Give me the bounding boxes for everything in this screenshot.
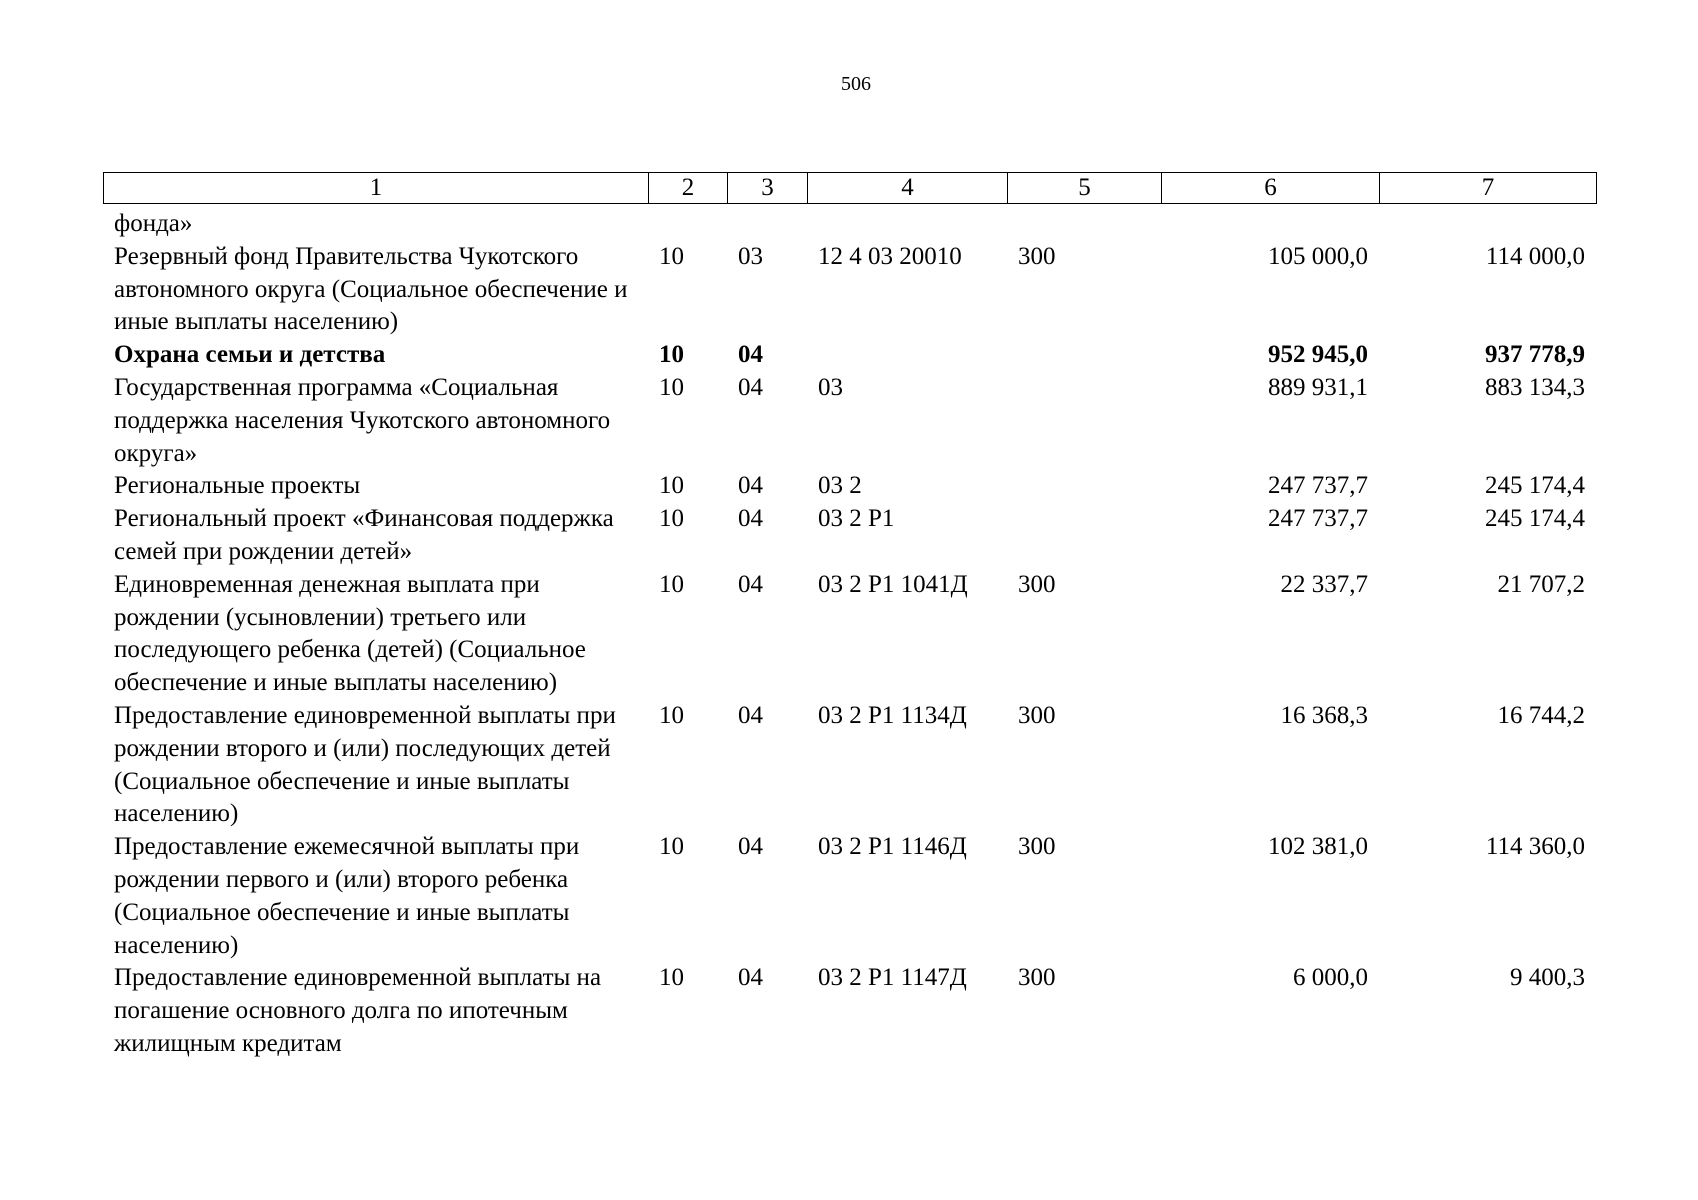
header-cell-3: 3 [728,173,808,204]
row-subsection: 03 [738,242,763,270]
row-target-article: 03 [818,373,843,401]
table-row [103,241,1596,339]
row-amount-year-1: 247 737,7 [1268,472,1368,500]
row-name: Предоставление единовременной выплаты на погашение основного долга по ипотечным жилищным кредитам [114,964,602,1057]
table-row [103,503,1596,569]
row-target-article: 12 4 03 20010 [818,242,962,270]
row-target-article: 03 2 Р1 1147Д [818,964,967,992]
row-subsection: 04 [738,964,763,992]
row-expense-type [1007,503,1161,569]
row-target-article [807,339,1007,372]
row-amount-year-2: 937 778,9 [1485,341,1585,369]
row-target-article: 03 2 Р1 1146Д [818,833,967,861]
row-amount-year-2: 9 400,3 [1510,964,1585,992]
row-amount-year-2: 21 707,2 [1497,570,1585,598]
budget-table [103,208,1596,1061]
row-target-article: 03 2 Р1 [818,505,895,533]
row-name: фонда» [114,210,193,237]
table-row [103,831,1596,962]
row-amount-year-2: 16 744,2 [1497,701,1585,729]
table-row [103,372,1596,470]
row-target-article [807,208,1007,241]
row-subsection: 04 [738,833,763,861]
table-row [103,569,1596,700]
table-row [103,962,1596,1060]
header-cell-5: 5 [1008,173,1162,204]
table-body [103,208,1596,1061]
row-section [648,208,727,241]
row-expense-type [1007,372,1161,470]
table-row [103,470,1596,503]
row-expense-type [1007,208,1161,241]
row-expense-type: 300 [1018,242,1056,270]
row-section: 10 [659,964,684,992]
row-amount-year-2: 245 174,4 [1485,505,1585,533]
row-section: 10 [659,373,684,401]
row-target-article: 03 2 Р1 1134Д [818,701,967,729]
row-amount-year-2: 114 000,0 [1485,242,1585,270]
row-expense-type [1007,470,1161,503]
row-target-article: 03 2 [818,472,862,500]
row-amount-year-2: 114 360,0 [1485,833,1585,861]
row-section: 10 [659,242,684,270]
row-expense-type: 300 [1018,964,1056,992]
row-subsection: 04 [738,341,763,369]
row-amount-year-1: 22 337,7 [1280,570,1368,598]
row-amount-year-2 [1379,208,1596,241]
row-name: Единовременная денежная выплата при рождении (усыновлении) третьего или последующего ребенка (детей) (Социальное обеспечение и иные выплаты населению) [114,570,586,697]
row-section: 10 [659,472,684,500]
row-section: 10 [659,701,684,729]
row-name: Предоставление единовременной выплаты при рождении второго и (или) последующих детей (Социальное обеспечение и иные выплаты населению) [114,701,616,828]
row-amount-year-1: 105 000,0 [1268,242,1368,270]
row-expense-type: 300 [1018,701,1056,729]
row-amount-year-1: 6 000,0 [1293,964,1368,992]
row-name: Охрана семьи и детства [114,341,386,369]
row-section: 10 [659,833,684,861]
row-name: Государственная программа «Социальная поддержка населения Чукотского автономного округа» [114,373,611,467]
row-amount-year-2: 245 174,4 [1485,472,1585,500]
row-amount-year-1: 16 368,3 [1280,701,1368,729]
row-expense-type: 300 [1018,570,1056,598]
row-subsection [727,208,807,241]
row-target-article: 03 2 Р1 1041Д [818,570,968,598]
row-amount-year-1: 102 381,0 [1268,833,1368,861]
header-row [104,173,1597,204]
row-amount-year-1 [1161,208,1379,241]
header-cell-2: 2 [649,173,728,204]
row-section: 10 [659,505,684,533]
row-name: Резервный фонд Правительства Чукотского автономного округа (Социальное обеспечение и иные выплаты населению) [114,242,628,336]
header-cell-4: 4 [808,173,1008,204]
row-expense-type: 300 [1018,833,1056,861]
row-amount-year-1: 889 931,1 [1268,373,1368,401]
table-row [103,339,1596,372]
row-subsection: 04 [738,472,763,500]
row-section: 10 [659,341,684,369]
table-row [103,208,1596,241]
row-subsection: 04 [738,373,763,401]
header-cell-1: 1 [104,173,649,204]
row-amount-year-1: 247 737,7 [1268,505,1368,533]
row-subsection: 04 [738,570,763,598]
row-name: Региональные проекты [114,472,361,500]
row-subsection: 04 [738,505,763,533]
row-amount-year-2: 883 134,3 [1485,373,1585,401]
row-name: Региональный проект «Финансовая поддержка семей при рождении детей» [114,505,614,565]
row-name: Предоставление ежемесячной выплаты при рождении первого и (или) второго ребенка (Социальное обеспечение и иные выплаты населению) [114,833,580,959]
table-row [103,700,1596,831]
page-number: 506 [841,73,871,95]
header-cell-6: 6 [1162,173,1380,204]
table-header [103,172,1597,204]
row-section: 10 [659,570,684,598]
row-expense-type [1007,339,1161,372]
header-cell-7: 7 [1380,173,1597,204]
row-subsection: 04 [738,701,763,729]
row-amount-year-1: 952 945,0 [1268,341,1368,369]
